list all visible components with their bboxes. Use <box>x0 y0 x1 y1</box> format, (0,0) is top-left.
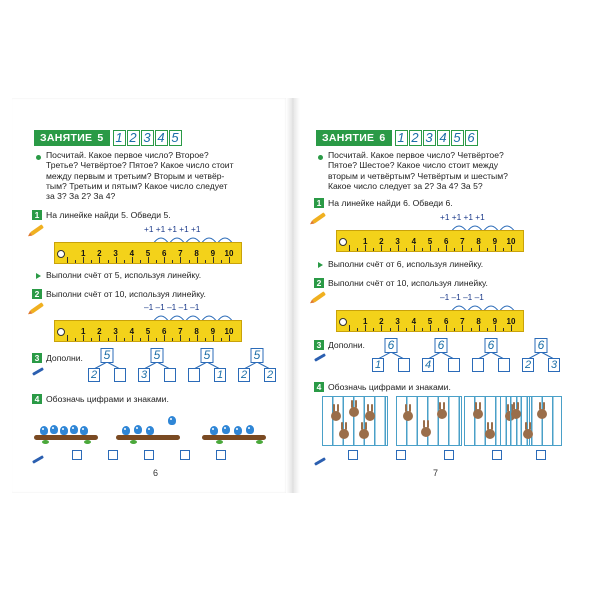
ruler-half-tick <box>471 248 472 251</box>
bird <box>60 426 68 435</box>
intro-line: вторым и четвёртым? Четвёртым и шестым? <box>328 170 508 181</box>
ruler-label: 1 <box>80 327 86 336</box>
answer-box[interactable] <box>108 450 118 460</box>
hare <box>523 429 533 439</box>
task-number: 2 <box>32 289 42 299</box>
ruler-label: 6 <box>443 317 449 326</box>
digit-box: 5 <box>451 130 464 146</box>
number-tree <box>372 338 410 374</box>
answer-box[interactable] <box>180 450 190 460</box>
ruler-half-tick <box>221 260 222 263</box>
hare <box>421 427 431 437</box>
hare <box>511 409 521 419</box>
ruler-half-tick <box>390 248 391 251</box>
ruler-half-tick <box>205 338 206 341</box>
digit-box: 2 <box>127 130 140 146</box>
ruler-label: 1 <box>362 237 368 246</box>
ruler-label: 4 <box>129 249 135 258</box>
task-text: Дополни. <box>46 353 83 363</box>
tree-top: 5 <box>151 348 164 363</box>
digit-box: 3 <box>423 130 436 146</box>
ruler-label: 1 <box>80 249 86 258</box>
count-text: Выполни счёт от 5, используя линейку. <box>46 270 202 280</box>
ruler-half-tick <box>487 328 488 331</box>
tree-right-box[interactable]: 2 <box>264 368 276 382</box>
ruler-label: 4 <box>411 237 417 246</box>
bird <box>80 426 88 435</box>
ruler-label: 7 <box>460 317 465 326</box>
bullet-dot <box>36 155 41 160</box>
ruler <box>336 310 524 332</box>
ruler-label: 5 <box>427 237 433 246</box>
tree-top: 5 <box>101 348 114 363</box>
ruler-half-tick <box>438 248 439 251</box>
ruler-half-tick <box>422 328 423 331</box>
lesson-header-6 <box>316 130 479 146</box>
task-text: Выполни счёт от 10, используя линейку. <box>328 278 488 288</box>
task-number: 3 <box>32 353 42 363</box>
task-text: Дополни. <box>328 340 365 350</box>
ruler-half-tick <box>487 248 488 251</box>
intro-line: Посчитай. Какое первое число? Четвёртое? <box>328 150 504 160</box>
ruler-half-tick <box>91 260 92 263</box>
bullet-dot <box>318 155 323 160</box>
digit-box: 3 <box>141 130 154 146</box>
ruler-half-tick <box>422 248 423 251</box>
page-number: 7 <box>433 468 439 478</box>
pen-icon <box>314 353 326 362</box>
left-content <box>12 98 287 493</box>
tree-top: 5 <box>201 348 214 363</box>
hare <box>485 429 495 439</box>
zero-circle <box>339 238 347 246</box>
ruler-label: 10 <box>224 327 234 336</box>
pencil-icon <box>312 212 326 223</box>
ruler-half-tick <box>390 328 391 331</box>
bird <box>146 426 154 435</box>
digit-box: 4 <box>155 130 168 146</box>
bird <box>210 426 218 435</box>
pencil-icon <box>30 224 44 235</box>
minus-ops: –1 –1 –1 –1 <box>440 292 484 302</box>
hare <box>349 407 359 417</box>
ruler-tick <box>67 335 68 341</box>
ruler-half-tick <box>124 260 125 263</box>
hare <box>365 411 375 421</box>
ruler-half-tick <box>140 260 141 263</box>
ruler-half-tick <box>406 328 407 331</box>
ruler-label: 9 <box>210 249 216 258</box>
tree-left-box[interactable]: 4 <box>422 358 434 372</box>
ruler-half-tick <box>221 338 222 341</box>
ruler-label: 6 <box>443 237 449 246</box>
task-text: Обозначь цифрами и знаками. <box>328 382 451 392</box>
ruler-half-tick <box>108 260 109 263</box>
ruler-half-tick <box>373 328 374 331</box>
ruler-half-tick <box>140 338 141 341</box>
lesson-badge <box>34 130 110 146</box>
ruler-label: 8 <box>194 249 199 258</box>
ruler-half-tick <box>357 328 358 331</box>
tree-left-box[interactable]: 1 <box>372 358 384 372</box>
ruler-label: 2 <box>97 249 102 258</box>
ruler-half-tick <box>205 260 206 263</box>
tree-left-box[interactable]: 2 <box>522 358 534 372</box>
ruler-half-tick <box>438 328 439 331</box>
task-number: 2 <box>314 278 324 288</box>
answer-box[interactable] <box>348 450 358 460</box>
ruler-label: 2 <box>379 317 384 326</box>
plus-ops: +1 +1 +1 +1 <box>440 212 485 222</box>
ruler-tick <box>349 325 350 331</box>
ruler-half-tick <box>454 328 455 331</box>
ruler-label: 7 <box>178 327 183 336</box>
bird <box>122 426 130 435</box>
tree-top: 6 <box>485 338 498 353</box>
hare <box>331 411 341 421</box>
count-text: Выполни счёт от 6, используя линейку. <box>328 259 484 269</box>
intro-line: Какое число следует за 2? За 4? За 5? <box>328 180 483 191</box>
bird <box>168 416 176 425</box>
tree-right-box[interactable] <box>448 358 460 372</box>
number-tree <box>522 338 560 374</box>
ruler-half-tick <box>373 248 374 251</box>
ruler-half-tick <box>108 338 109 341</box>
lesson-number: 5 <box>97 132 104 144</box>
number-tree <box>238 348 276 384</box>
intro-line: Посчитай. Какое первое число? Второе? <box>46 150 209 160</box>
ruler-half-tick <box>357 248 358 251</box>
zero-circle <box>57 250 65 258</box>
branch <box>202 435 266 440</box>
digit-box: 5 <box>169 130 182 146</box>
lesson-label: ЗАНЯТИЕ <box>40 132 93 144</box>
task-number: 4 <box>32 394 42 404</box>
right-content <box>300 98 575 493</box>
tree-top: 6 <box>385 338 398 353</box>
ruler <box>336 230 524 252</box>
hare <box>437 409 447 419</box>
intro-text <box>46 150 282 201</box>
ruler-half-tick <box>189 338 190 341</box>
task-number: 4 <box>314 382 324 392</box>
ruler-label: 3 <box>395 237 400 246</box>
answer-box[interactable] <box>492 450 502 460</box>
hare <box>473 409 483 419</box>
pen-icon <box>32 367 44 376</box>
intro-line: тым? Третьим и пятым? Какое число следует <box>46 180 228 191</box>
ruler-label: 7 <box>178 249 183 258</box>
intro-line: Пятое? Шестое? Какое число стоит между <box>328 160 499 171</box>
lesson-label: ЗАНЯТИЕ <box>322 132 375 144</box>
ruler <box>54 242 242 264</box>
task-text: На линейке найди 6. Обведи 6. <box>328 198 453 208</box>
tree-top: 6 <box>535 338 548 353</box>
arrow-marker <box>36 273 41 279</box>
number-tree <box>138 348 176 384</box>
tree-right-box[interactable] <box>498 358 510 372</box>
ruler <box>54 320 242 342</box>
tree-left-box[interactable]: 2 <box>238 368 250 382</box>
number-tree <box>188 348 226 384</box>
ruler-half-tick <box>156 338 157 341</box>
minus-ops: –1 –1 –1 –1 –1 <box>144 302 200 312</box>
branch <box>116 435 180 440</box>
bird <box>70 425 78 434</box>
tree-left-box[interactable] <box>472 358 484 372</box>
bird <box>50 425 58 434</box>
ruler-tick <box>67 257 68 263</box>
ruler-label: 5 <box>427 317 433 326</box>
ruler-half-tick <box>503 248 504 251</box>
task-text: Выполни счёт от 10, используя линейку. <box>46 289 206 299</box>
ruler-half-tick <box>406 248 407 251</box>
zero-circle <box>57 328 65 336</box>
tree-right-box[interactable] <box>114 368 126 382</box>
bird <box>234 426 242 435</box>
intro-line: за 3? За 2? За 4? <box>46 191 116 202</box>
digit-boxes <box>395 130 479 146</box>
tree-left-box[interactable] <box>188 368 200 382</box>
digit-box: 2 <box>409 130 422 146</box>
ruler-half-tick <box>189 260 190 263</box>
intro-line: Третье? Четвёртое? Пятое? Какое число стоит <box>46 160 234 171</box>
hare <box>339 429 349 439</box>
bird <box>222 425 230 434</box>
leaf <box>256 440 263 444</box>
zero-circle <box>339 318 347 326</box>
ruler-label: 9 <box>210 327 216 336</box>
digit-box: 1 <box>395 130 408 146</box>
ruler-label: 2 <box>379 237 384 246</box>
answer-box[interactable] <box>444 450 454 460</box>
ruler-half-tick <box>503 328 504 331</box>
intro-line: между первым и третьим? Вторым и четвёр- <box>46 170 225 181</box>
task-number: 3 <box>314 340 324 350</box>
answer-box[interactable] <box>72 450 82 460</box>
ruler-half-tick <box>471 328 472 331</box>
leaf <box>42 440 49 444</box>
intro-text <box>328 150 568 191</box>
answer-box[interactable] <box>216 450 226 460</box>
digit-box: 1 <box>113 130 126 146</box>
ruler-label: 3 <box>113 327 118 336</box>
ruler-label: 7 <box>460 237 465 246</box>
tree-top: 5 <box>251 348 264 363</box>
book-spine <box>286 98 300 493</box>
tree-left-box[interactable]: 3 <box>138 368 150 382</box>
ruler-label: 8 <box>194 327 199 336</box>
hare <box>537 409 547 419</box>
lesson-badge <box>316 130 392 146</box>
tree-right-box[interactable]: 3 <box>548 358 560 372</box>
ruler-half-tick <box>172 260 173 263</box>
answer-box[interactable] <box>396 450 406 460</box>
number-tree <box>422 338 460 374</box>
bird <box>246 425 254 434</box>
arrow-marker <box>318 262 323 268</box>
lesson-number: 6 <box>379 132 386 144</box>
ruler-label: 10 <box>224 249 234 258</box>
cage <box>500 396 562 446</box>
ruler-label: 4 <box>129 327 135 336</box>
ruler-label: 9 <box>492 317 498 326</box>
page-number: 6 <box>153 468 159 478</box>
tree-top: 6 <box>435 338 448 353</box>
pencil-icon <box>312 291 326 302</box>
lesson-header-5 <box>34 130 183 146</box>
ruler-label: 4 <box>411 317 417 326</box>
leaf <box>130 440 137 444</box>
answer-box[interactable] <box>536 450 546 460</box>
plus-ops: +1 +1 +1 +1 +1 <box>144 224 201 234</box>
tree-right-box[interactable]: 1 <box>214 368 226 382</box>
tree-left-box[interactable]: 2 <box>88 368 100 382</box>
ruler-label: 5 <box>145 249 151 258</box>
ruler-half-tick <box>454 248 455 251</box>
digit-box: 4 <box>437 130 450 146</box>
ruler-label: 8 <box>476 237 481 246</box>
ruler-label: 9 <box>492 237 498 246</box>
ruler-half-tick <box>91 338 92 341</box>
task-number: 1 <box>32 210 42 220</box>
ruler-half-tick <box>124 338 125 341</box>
tree-right-box[interactable] <box>398 358 410 372</box>
pencil-icon <box>30 302 44 313</box>
ruler-label: 3 <box>395 317 400 326</box>
bird <box>40 426 48 435</box>
leaf <box>216 440 223 444</box>
ruler-label: 2 <box>97 327 102 336</box>
task-number: 1 <box>314 198 324 208</box>
cage <box>322 396 388 446</box>
answer-box[interactable] <box>144 450 154 460</box>
number-tree <box>472 338 510 374</box>
digit-boxes <box>113 130 183 146</box>
bird <box>134 425 142 434</box>
hare <box>359 429 369 439</box>
task-text: Обозначь цифрами и знаками. <box>46 394 169 404</box>
ruler-label: 5 <box>145 327 151 336</box>
ruler-label: 6 <box>161 249 167 258</box>
number-tree <box>88 348 126 384</box>
pen-icon <box>32 455 44 464</box>
ruler-tick <box>349 245 350 251</box>
pen-icon <box>314 457 326 466</box>
digit-box: 6 <box>465 130 478 146</box>
hare <box>403 411 413 421</box>
cage <box>396 396 462 446</box>
ruler-label: 8 <box>476 317 481 326</box>
leaf <box>84 440 91 444</box>
ruler-half-tick <box>172 338 173 341</box>
ruler-label: 3 <box>113 249 118 258</box>
ruler-label: 10 <box>506 317 516 326</box>
ruler-half-tick <box>75 338 76 341</box>
ruler-label: 6 <box>161 327 167 336</box>
ruler-half-tick <box>75 260 76 263</box>
ruler-label: 1 <box>362 317 368 326</box>
ruler-label: 10 <box>506 237 516 246</box>
task-text: На линейке найди 5. Обведи 5. <box>46 210 171 220</box>
ruler-half-tick <box>156 260 157 263</box>
tree-right-box[interactable] <box>164 368 176 382</box>
